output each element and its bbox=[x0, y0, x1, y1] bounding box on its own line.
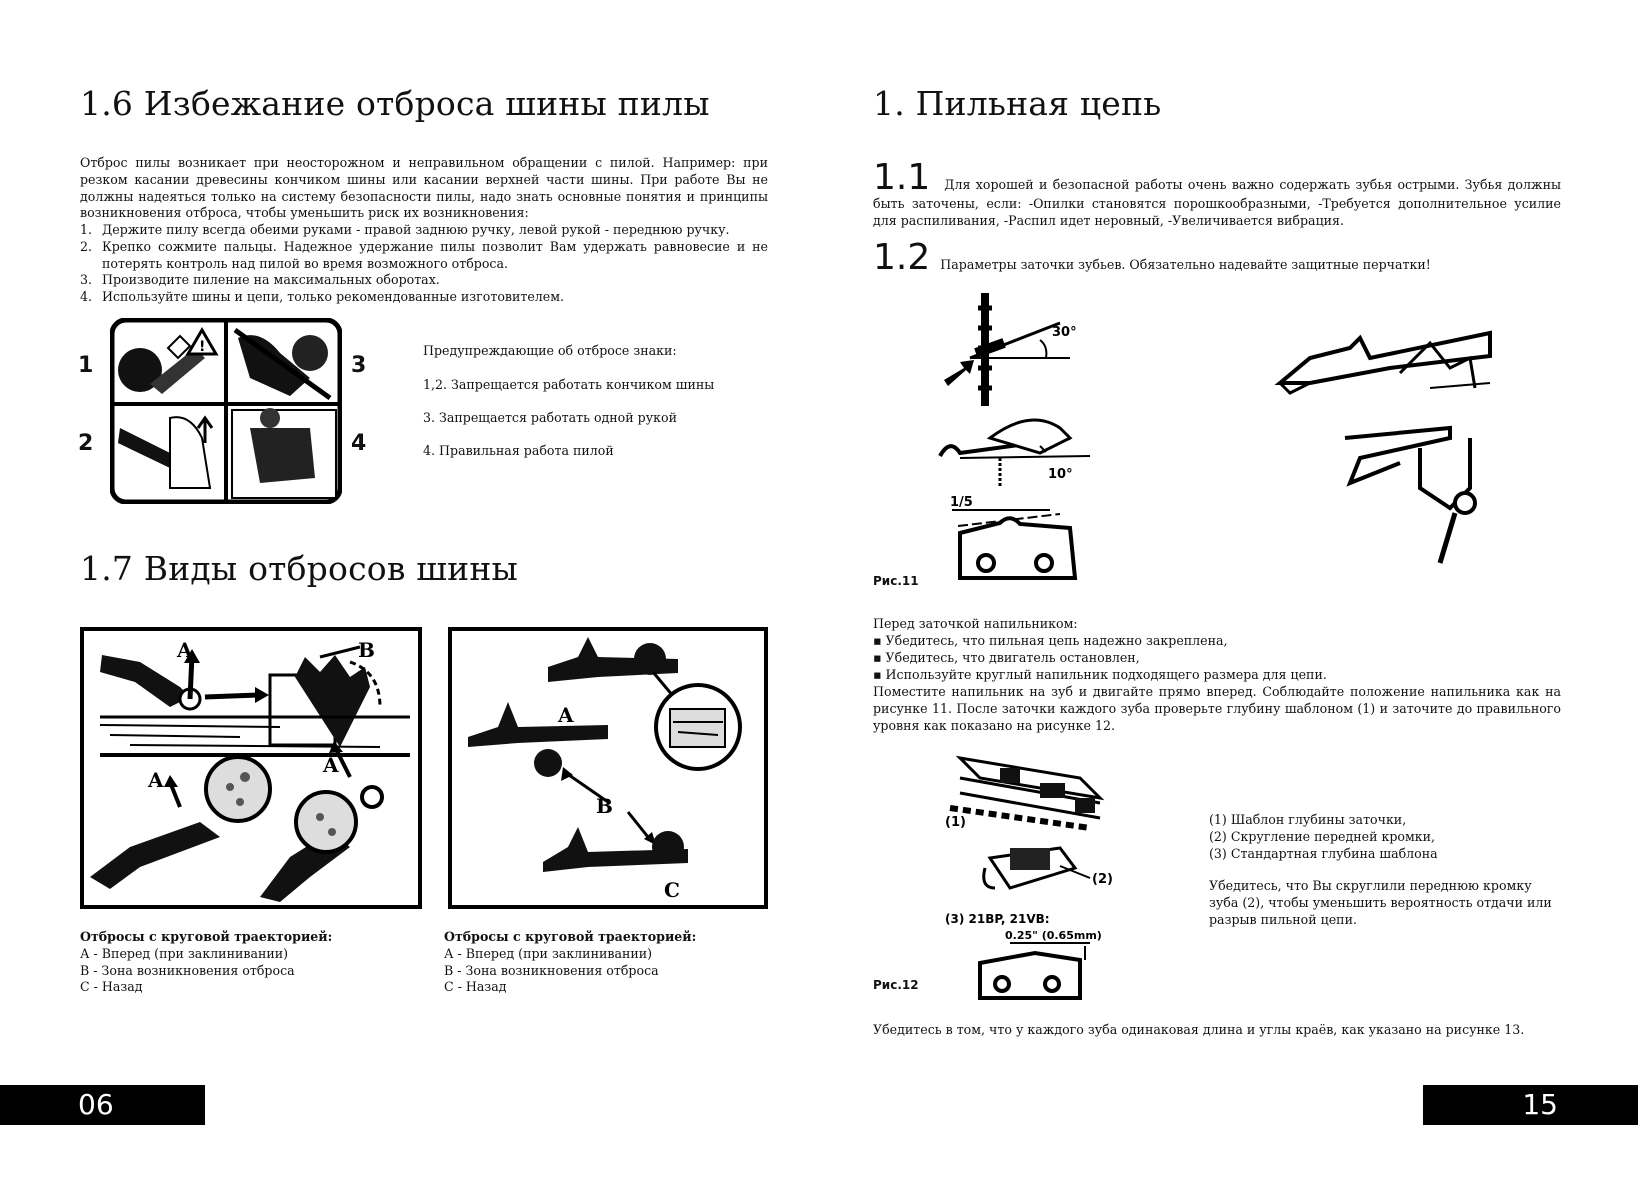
fraction-label: 1/5 bbox=[950, 495, 973, 510]
paragraph-1-2: 1.2 Параметры заточки зубьев. Обязательно надевайте защитные перчатки! bbox=[873, 237, 1431, 278]
legend-note: Убедитесь, что Вы скруглили переднюю кромку зуба (2), чтобы уменьшить вероятность отдачи или разрыв пильной цепи. bbox=[1209, 878, 1552, 927]
label-1: (1) bbox=[945, 815, 966, 830]
warning-sign-item-2: 3. Запрещается работать одной рукой bbox=[423, 410, 677, 425]
caption-line: А - Вперед (при заклинивании) bbox=[80, 945, 289, 961]
warning-sign-item-1: 1,2. Запрещается работать кончиком шины bbox=[423, 377, 715, 392]
list-item: ▪ Убедитесь, что двигатель остановлен, bbox=[873, 650, 1561, 667]
warning-sign-item-3: 4. Правильная работа пилой bbox=[423, 443, 614, 458]
paragraph-number: 1.1 bbox=[873, 157, 931, 198]
paragraph-number: 1.2 bbox=[873, 237, 931, 278]
warning-signs-title: Предупреждающие об отбросе знаки: bbox=[423, 343, 677, 358]
section-1-6-title: 1.6 Избежание отброса шины пилы bbox=[80, 84, 710, 123]
figure-letter-a-left: A bbox=[148, 768, 164, 792]
figure-11-caption: Рис.11 bbox=[873, 574, 919, 588]
figure-letter-a: A bbox=[558, 703, 574, 727]
caption-heading: Отбросы с круговой траекторией: bbox=[444, 929, 697, 944]
caption-line: А - Вперед (при заклинивании) bbox=[444, 945, 653, 961]
caption-line: В - Зона возникновения отброса bbox=[444, 962, 659, 978]
legend-item: (3) Стандартная глубина шаблона bbox=[1209, 845, 1438, 861]
page-number-left: 06 bbox=[0, 1085, 205, 1125]
caption-line: В - Зона возникновения отброса bbox=[80, 962, 295, 978]
label-3: (3) 21BP, 21VB: bbox=[945, 912, 1050, 926]
section-1-7-title: 1.7 Виды отбросов шины bbox=[80, 549, 519, 588]
list-item: 3. Производите пиление на максимальных оборотах. bbox=[80, 272, 440, 288]
figure-letter-a-right: A bbox=[323, 753, 339, 777]
svg-text:!: ! bbox=[199, 339, 206, 355]
warning-signs-illustration bbox=[110, 318, 342, 504]
list-item: ▪ Используйте круглый напильник подходящего размера для цепи. bbox=[873, 667, 1561, 684]
final-note: Убедитесь в том, что у каждого зуба одинаковая длина и углы краёв, как указано на рисунке 13. bbox=[873, 1022, 1525, 1037]
filing-instructions: Поместите напильник на зуб и двигайте прямо вперед. Соблюдайте положение напильника как на рисунке 11. После заточки каждого зуба проверьте глубину шаблоном (1) и заточите до правильного уровня как показано на рисунке 12. bbox=[873, 684, 1561, 733]
warning-number-4: 4 bbox=[351, 431, 367, 456]
kickback-warning-signs-figure bbox=[78, 318, 368, 504]
kickback-types-figure-2 bbox=[448, 627, 768, 909]
before-filing-list bbox=[873, 633, 1561, 683]
warning-number-3: 3 bbox=[351, 353, 367, 378]
figure-letter-b: B bbox=[596, 794, 613, 818]
legend-item: (2) Скругление передней кромки, bbox=[1209, 828, 1436, 844]
figure-letter-b: B bbox=[358, 638, 375, 662]
caption-line: С - Назад bbox=[444, 979, 507, 995]
label-2: (2) bbox=[1092, 872, 1113, 887]
warning-number-2: 2 bbox=[78, 431, 94, 456]
list-item: ▪ Убедитесь, что пильная цепь надежно закреплена, bbox=[873, 633, 1561, 650]
list-item: 1. Держите пилу всегда обеими руками - правой заднюю ручку, левой рукой - переднюю ручку. bbox=[80, 222, 730, 237]
list-item: 2. Крепко сожмите пальцы. Надежное удержание пилы позволит Вам удержать равновесие и не потерять контроль над пилой во время возможного отброса. bbox=[80, 238, 768, 271]
list-item: 4. Используйте шины и цепи, только рекомендованные изготовителем. bbox=[80, 289, 565, 305]
figure-12-caption: Рис.12 bbox=[873, 978, 919, 992]
angle-30-label: 30° bbox=[1052, 325, 1077, 340]
kickback-caption-2 bbox=[444, 929, 696, 996]
kickback-caption-1 bbox=[80, 929, 332, 996]
paragraph-1-1: 1.1 Для хорошей и безопасной работы очень важно содержать зубья острыми. Зубья должны быть заточены, если: -Опилки становятся порошкообразными, -Требуется дополнительное усилие для распиливания, -Распил идет неровный, -Увеличивается вибрация. bbox=[873, 157, 1561, 228]
caption-heading: Отбросы с круговой траекторией: bbox=[80, 929, 333, 944]
dimension-label: 0.25" (0.65mm) bbox=[1005, 929, 1102, 942]
kickback-types-figure-1 bbox=[80, 627, 422, 909]
kickback-intro-paragraph: Отброс пилы возникает при неосторожном и неправильном обращении с пилой. Например: при резком касании древесины кончиком шины или касании верхней части шины. При работе Вы не должны надеяться только на систему безопасности пилы, надо знать основные понятия и принципы возникновения отброса, чтобы уменьшить риск их возникновения: bbox=[80, 155, 768, 221]
warning-number-1: 1 bbox=[78, 353, 94, 378]
page-number-right: 15 bbox=[1423, 1085, 1638, 1125]
angle-10-label: 10° bbox=[1048, 467, 1073, 482]
caption-line: С - Назад bbox=[80, 979, 143, 995]
figure-letter-c: C bbox=[664, 878, 680, 902]
depth-gauge-legend bbox=[1209, 812, 1438, 862]
figure-letter-a-top: A bbox=[177, 638, 193, 662]
before-filing-heading: Перед заточкой напильником: bbox=[873, 616, 1078, 631]
kickback-rules-list bbox=[80, 222, 768, 306]
depth-gauge-figure-12 bbox=[940, 748, 1140, 1008]
legend-item: (1) Шаблон глубины заточки, bbox=[1209, 812, 1407, 827]
saw-chain-title: 1. Пильная цепь bbox=[873, 84, 1162, 123]
sharpening-figure-11 bbox=[930, 288, 1510, 588]
